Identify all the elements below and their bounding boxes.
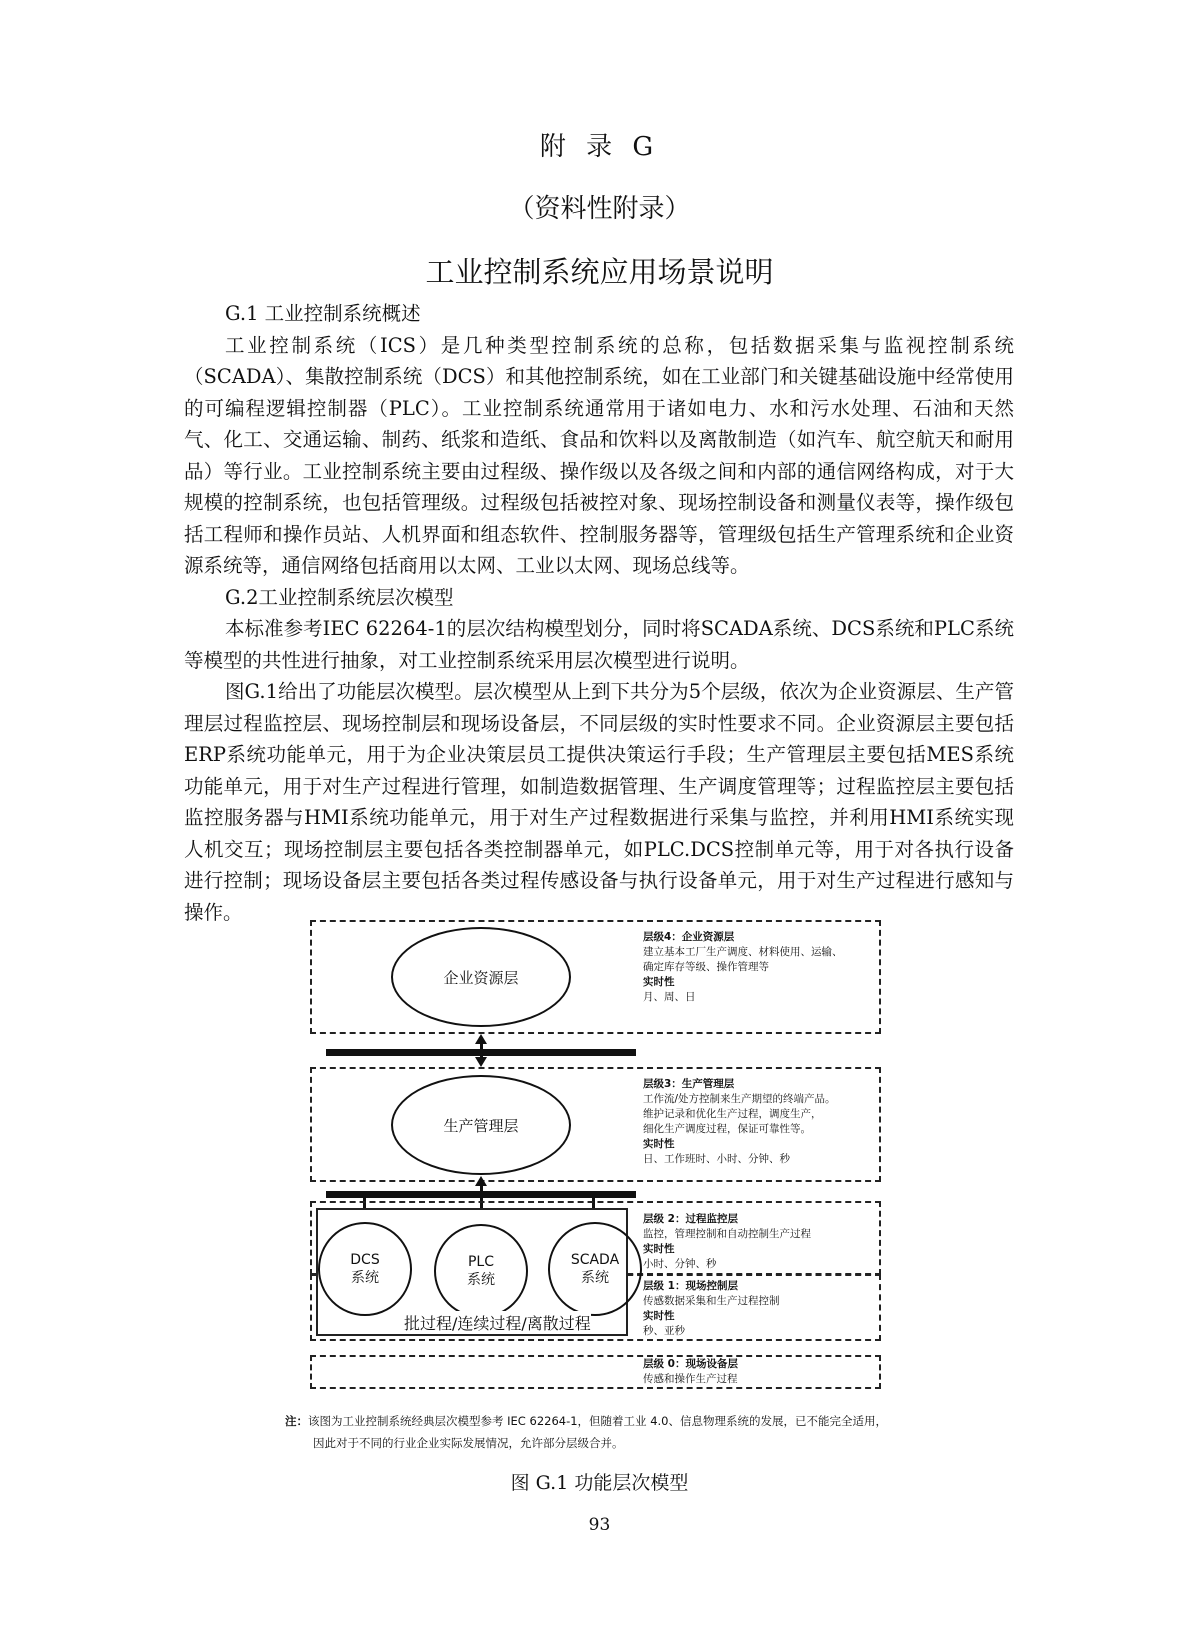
layer2-description	[643, 1212, 811, 1272]
dcs-label: DCS	[350, 1252, 380, 1268]
arrow-down-icon	[475, 1057, 487, 1067]
desc-line: 建立基本工厂生产调度、材料使用、运输、	[643, 946, 843, 958]
note-line: 因此对于不同的行业企业实际发展情况，允许部分层级合并。	[313, 1436, 624, 1450]
ellipse-production-management: 生产管理层	[391, 1075, 571, 1175]
ellipse-enterprise-resource: 企业资源层	[391, 927, 571, 1027]
layer4-description	[643, 930, 843, 1005]
layer2-title: 层级 2：过程监控层	[643, 1213, 738, 1225]
realtime-label: 实时性	[643, 1138, 675, 1150]
realtime-value: 小时、分钟、秒	[643, 1258, 717, 1270]
desc-line: 传感数据采集和生产过程控制	[643, 1295, 780, 1307]
desc-line: 细化生产调度过程，保证可靠性等。	[643, 1123, 811, 1135]
realtime-value: 秒、亚秒	[643, 1325, 685, 1337]
realtime-label: 实时性	[643, 1310, 675, 1322]
realtime-label: 实时性	[643, 976, 675, 988]
figure-note	[285, 1410, 887, 1454]
paragraph: 图G.1给出了功能层次模型。层次模型从上到下共分为5个层级，依次为企业资源层、生产管理层过程监控层、现场控制层和现场设备层，不同层级的实时性要求不同。企业资源层主要包括ERP系统功能单元，用于为企业决策层员工提供决策运行手段；生产管理层主要包括MES系统功能单元，用于对生产过程进行管理，如制造数据管理、生产调度管理等；过程监控层主要包括监控服务器与HMI系统功能单元，用于对生产过程数据进行采集与监控，并利用HMI系统实现人机交互；现场控制层主要包括各类控制器单元，如PLC.DCS控制单元等，用于对各执行设备进行控制；现场设备层主要包括各类过程传感设备与执行设备单元，用于对生产过程进行感知与操作。	[184, 680, 1014, 924]
scada-circle	[548, 1222, 642, 1316]
desc-line: 工作流/处方控制来生产期望的终端产品。	[643, 1093, 836, 1105]
dcs-circle	[318, 1222, 412, 1316]
appendix-type: （资料性附录）	[508, 194, 691, 224]
layer3-title: 层级3：生产管理层	[643, 1078, 735, 1090]
realtime-value: 日、工作班时、小时、分钟、秒	[643, 1153, 790, 1165]
scada-sublabel: 系统	[580, 1270, 609, 1286]
paragraph: 本标准参考IEC 62264-1的层次结构模型划分，同时将SCADA系统、DCS系统和PLC系统等模型的共性进行抽象，对工业控制系统采用层次模型进行说明。	[184, 617, 1014, 672]
realtime-value: 月、周、日	[643, 991, 696, 1003]
layer3-description	[643, 1077, 836, 1167]
note-line: 该图为工业控制系统经典层次模型参考 IEC 62264-1，但随着工业 4.0、信息物理系统的发展，已不能完全适用，	[308, 1414, 887, 1428]
plc-label: PLC	[467, 1254, 495, 1270]
desc-line: 传感和操作生产过程	[643, 1373, 738, 1385]
appendix-label: 附 录 G	[539, 132, 660, 162]
body-text	[184, 298, 1014, 928]
page-number: 93	[588, 1515, 611, 1535]
paragraph: 工业控制系统（ICS）是几种类型控制系统的总称，包括数据采集与监视控制系统（SCADA）、集散控制系统（DCS）和其他控制系统，如在工业部门和关键基础设施中经常使用的可编程逻辑控制器（PLC）。工业控制系统通常用于诸如电力、水和污水处理、石油和天然气、化工、交通运输、制药、纸浆和造纸、食品和饮料以及离散制造（如汽车、航空航天和耐用品）等行业。工业控制系统主要由过程级、操作级以及各级之间和内部的通信网络构成，对于大规模的控制系统，也包括管理级。过程级包括被控对象、现场控制设备和测量仪表等，操作级包括工程师和操作员站、人机界面和组态软件、控制服务器等，管理级包括生产管理系统和企业资源系统等，通信网络包括商用以太网、工业以太网、现场总线等。	[184, 333, 1014, 577]
desc-line: 维护记录和优化生产过程，调度生产，	[643, 1108, 822, 1120]
layer0-title: 层级 0：现场设备层	[643, 1358, 738, 1370]
desc-line: 监控，管理控制和自动控制生产过程	[643, 1228, 811, 1240]
dcs-sublabel: 系统	[350, 1270, 379, 1286]
layer4-title: 层级4：企业资源层	[643, 931, 735, 943]
figure-caption: 图 G.1 功能层次模型	[510, 1472, 689, 1494]
layer1-title: 层级 1：现场控制层	[643, 1280, 738, 1292]
layer0-box	[310, 1355, 881, 1389]
plc-circle	[434, 1224, 528, 1318]
arrow-up-icon	[475, 1176, 487, 1186]
page-title: 工业控制系统应用场景说明	[425, 255, 774, 289]
section-heading-g2: G.2工业控制系统层次模型	[225, 585, 454, 609]
scada-label: SCADA	[570, 1252, 620, 1268]
plc-sublabel: 系统	[467, 1272, 495, 1288]
arrow-up-icon	[475, 1034, 487, 1044]
note-label: 注：	[285, 1414, 308, 1428]
realtime-label: 实时性	[643, 1243, 675, 1255]
desc-line: 确定库存等级、操作管理等	[643, 961, 769, 973]
layer1-description	[643, 1279, 780, 1339]
section-heading-g1: G.1 工业控制系统概述	[225, 302, 421, 325]
process-label: 批过程/连续过程/离散过程	[404, 1311, 591, 1334]
layer0-description	[643, 1357, 738, 1387]
